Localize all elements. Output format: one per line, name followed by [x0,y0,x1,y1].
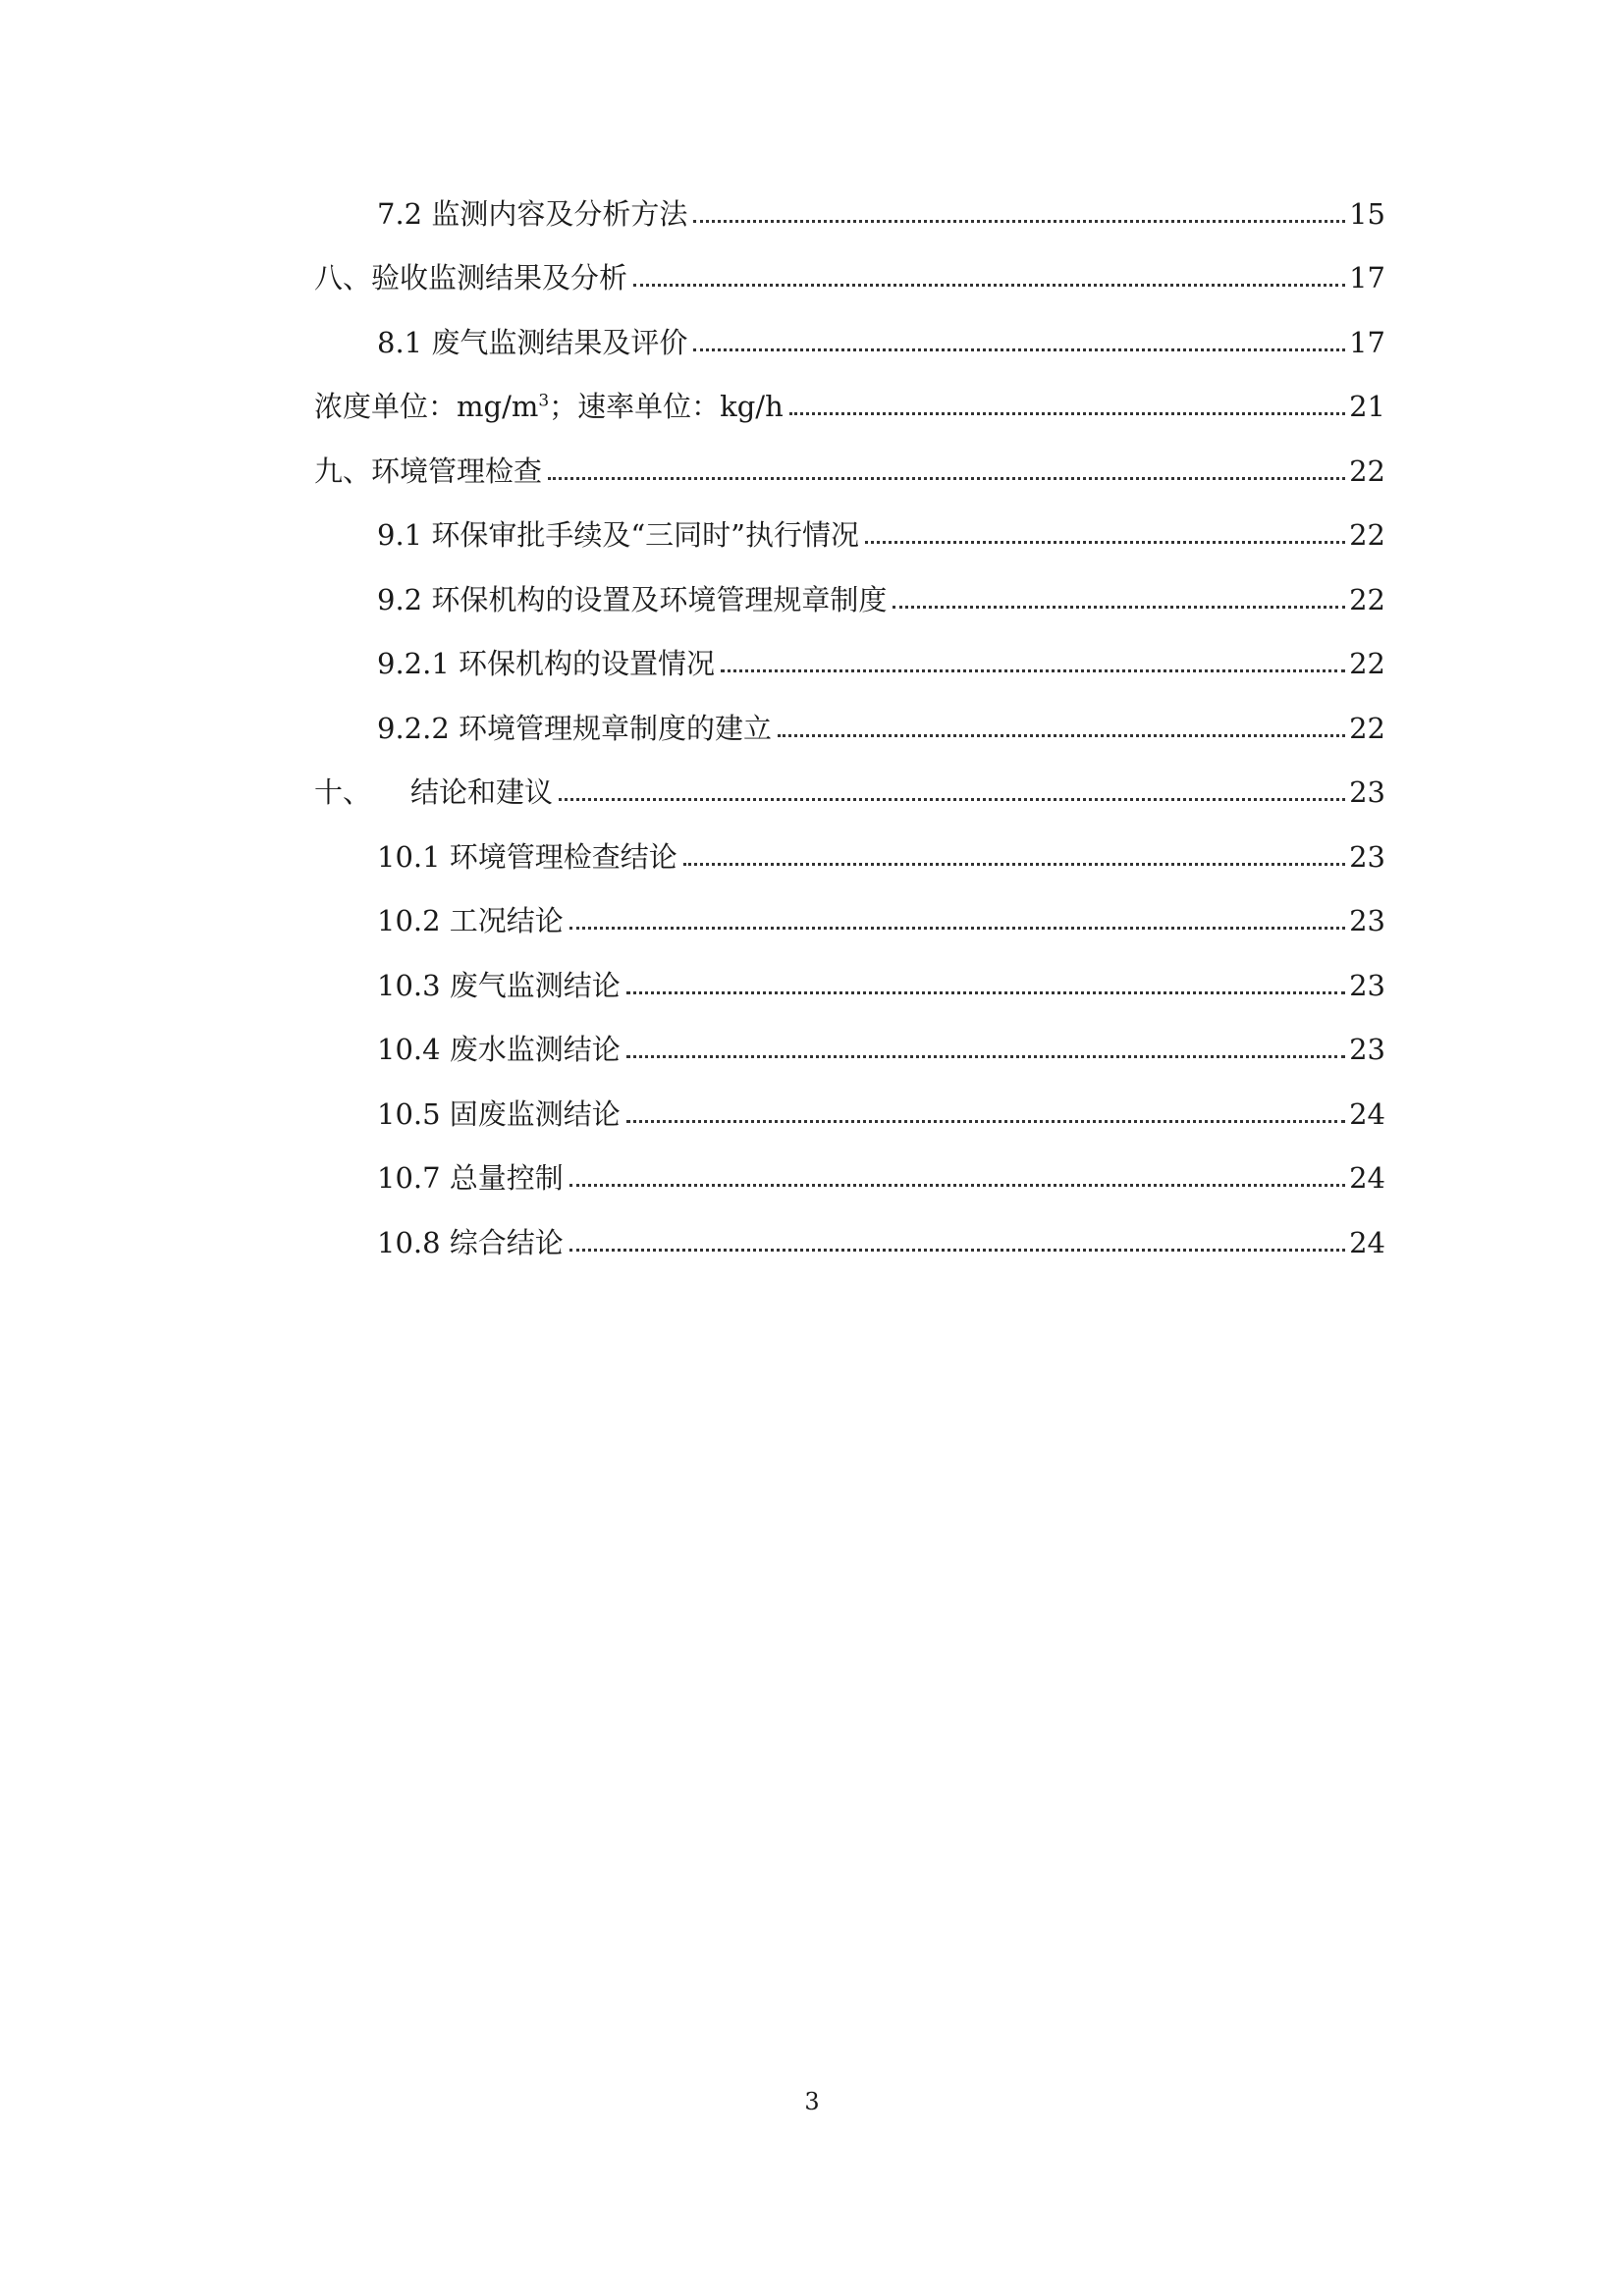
toc-entry[interactable] [377,634,1385,683]
dot-leader [548,477,1345,480]
dot-leader [633,284,1345,287]
toc-entry[interactable] [314,377,1385,426]
toc-entry-title: 9.1 环保审批手续及“三同时”执行情况 [377,518,859,552]
dot-leader [865,541,1345,544]
toc-entry[interactable] [377,1085,1385,1134]
toc-entry-page: 23 [1349,1033,1385,1066]
toc-entry-title: 9.2.1 环保机构的设置情况 [377,647,716,680]
dot-leader [721,669,1345,672]
dot-leader [693,348,1345,351]
dot-leader [693,220,1345,223]
toc-entry[interactable] [377,1020,1385,1069]
toc-entry[interactable] [314,248,1385,297]
toc-entry-page: 23 [1349,969,1385,1002]
unit-text: ；速率单位：kg/h [549,390,784,423]
toc-entry[interactable] [377,828,1385,877]
toc-entry[interactable] [377,313,1385,362]
toc-entry[interactable] [377,1148,1385,1198]
toc-entry-page: 15 [1349,197,1385,231]
toc-entry-title [314,773,555,812]
toc-entry-title: 10.2 工况结论 [377,904,564,937]
toc-entry[interactable] [377,956,1385,1005]
dot-leader [569,1249,1345,1252]
toc-entry-title: 10.1 环境管理检查结论 [377,840,677,874]
toc-entry[interactable] [377,1213,1385,1262]
toc-entry-page: 24 [1349,1161,1385,1195]
unit-text: 浓度单位：mg/m [314,390,539,423]
toc-entry[interactable] [377,185,1385,234]
toc-entry[interactable] [377,506,1385,555]
dot-leader [569,1184,1345,1187]
dot-leader [789,412,1345,415]
dot-leader [683,863,1345,866]
toc-entry-page: 17 [1349,326,1385,359]
dot-leader [626,991,1345,994]
toc-entry[interactable] [314,763,1385,812]
toc-entry-title: 10.7 总量控制 [377,1161,564,1195]
dot-leader [893,606,1345,609]
dot-leader [559,798,1345,801]
toc-entry-title: 8.1 废气监测结果及评价 [377,326,688,359]
toc-entry[interactable] [314,442,1385,491]
dot-leader [778,734,1345,737]
toc-entry-title: 10.5 固废监测结论 [377,1097,621,1131]
dot-leader [569,927,1345,930]
toc-entry-page: 22 [1349,518,1385,552]
dot-leader [626,1055,1345,1058]
chapter-number: 十、 [314,775,372,809]
toc-entry-page: 23 [1349,840,1385,874]
toc-entry-page: 22 [1349,454,1385,488]
toc-entry-title [314,387,785,426]
dot-leader [626,1120,1345,1123]
toc-entry-page: 22 [1349,647,1385,680]
toc-entry[interactable] [377,699,1385,748]
toc-entry-page: 21 [1349,390,1385,423]
toc-entry-title: 八、验收监测结果及分析 [314,261,628,294]
toc-entry-page: 23 [1349,904,1385,937]
page-number: 3 [804,2088,820,2115]
toc-entry-title: 9.2 环保机构的设置及环境管理规章制度 [377,583,888,616]
toc-entry-page: 22 [1349,712,1385,745]
toc-entry-title: 7.2 监测内容及分析方法 [377,197,688,231]
toc-entry-title: 9.2.2 环境管理规章制度的建立 [377,712,773,745]
toc-entry-title: 10.3 废气监测结论 [377,969,621,1002]
toc-entry-page: 24 [1349,1226,1385,1259]
toc-entry-title: 10.8 综合结论 [377,1226,564,1259]
toc-entry-page: 22 [1349,583,1385,616]
toc-entry[interactable] [377,570,1385,619]
toc-entry-title: 10.4 废水监测结论 [377,1033,621,1066]
toc-entry-page: 23 [1349,775,1385,809]
toc-entry-page: 24 [1349,1097,1385,1131]
toc-entry-page: 17 [1349,261,1385,294]
toc-entry[interactable] [377,891,1385,940]
chapter-title: 结论和建议 [410,775,554,809]
toc-entry-title: 九、环境管理检查 [314,454,543,488]
superscript: 3 [538,391,550,411]
